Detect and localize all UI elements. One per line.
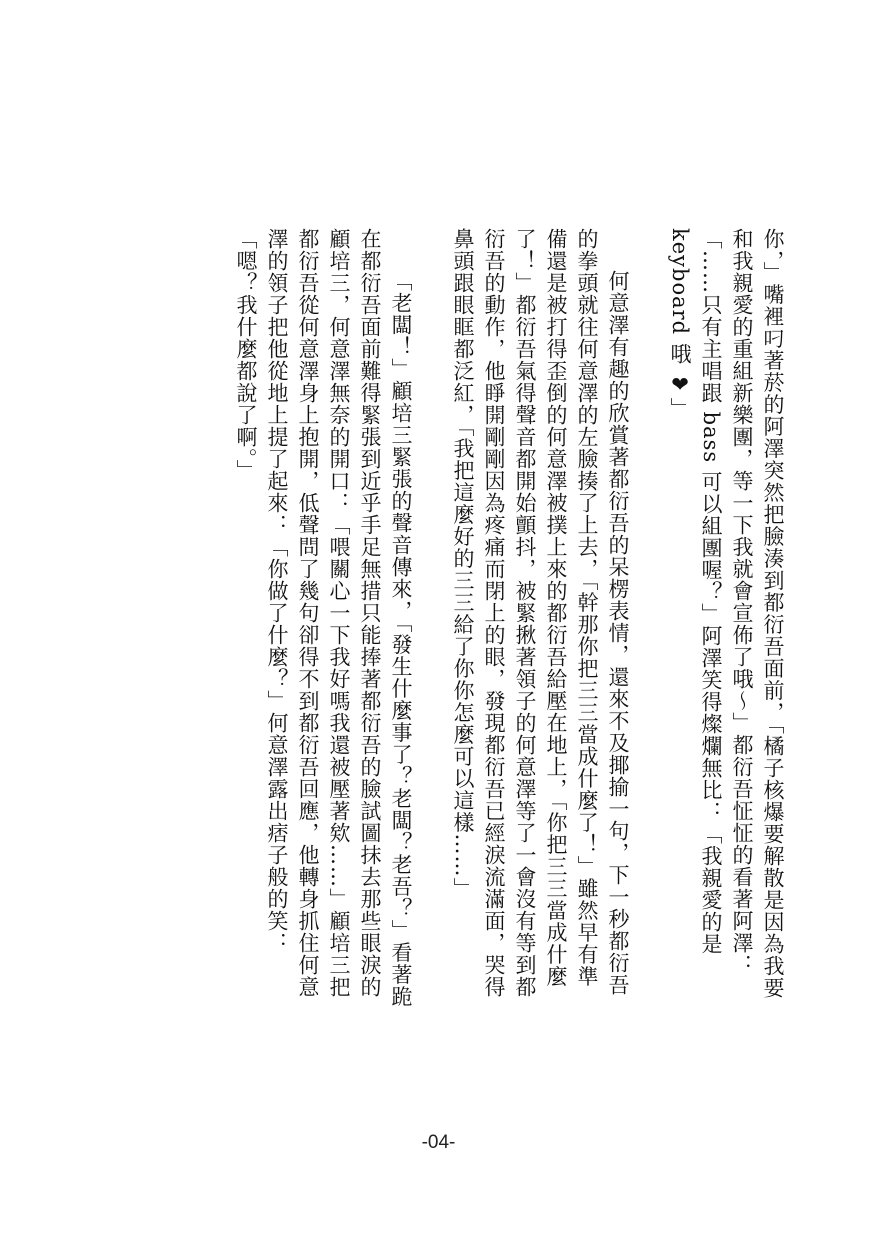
paragraph-1: 你，」嘴裡叼著菸的阿澤突然把臉湊到都衍吾面前，「橘子核爆要解散是因為我要和我親愛的重組新樂團，等一下我就會宣佈了哦～」都衍吾怔怔的看著阿澤：「……只有主唱跟 bass 可以組團喔？」阿澤笑得燦爛無比：「我親愛的是 keyboard 哦 ❤」 (668, 228, 785, 999)
paragraph-2: 何意澤有趣的欣賞著都衍吾的呆楞表情，還來不及揶揄一句，下一秒都衍吾的拳頭就往何意澤的左臉揍了上去，「幹那你把三三當成什麼了！」雖然早有準備還是被打得歪倒的何意澤被撲上來的都衍吾給壓在地上，「你把三三當成什麼了！」都衍吾氣得聲音都開始顫抖，被緊揪著領子的何意澤等了一會沒有等到都衍吾的動作，他睜開剛剛因為疼痛而閉上的眼，發現都衍吾已經淚流滿面，哭得鼻頭跟眼眶都泛紅，「我把這麼好的三三給了你你怎麼可以這樣……」 (451, 228, 630, 998)
paragraph-3: 「老闆！」顧培三緊張的聲音傳來，「發生什麼事了？老闆？老吾？」看著跪在都衍吾面前難得緊張到近乎手足無措只能捧著都衍吾的臉試圖抹去那些眼淚的顧培三，何意澤無奈的開口：「喂關心一下我好嗎我還被壓著欸……」顧培三把都衍吾從何意澤身上抱開，低聲問了幾句卻得不到都衍吾回應，他轉身抓住何意澤的領子把他從地上提了起來：「你做了什麼？」何意澤露出痞子般的笑：「嗯？我什麼都說了啊。」 (234, 228, 413, 1008)
vertical-text-block (118, 228, 788, 1008)
page-number: -04- (421, 1132, 456, 1153)
paragraph-gap (633, 228, 664, 1008)
paragraph-gap (416, 228, 447, 1008)
